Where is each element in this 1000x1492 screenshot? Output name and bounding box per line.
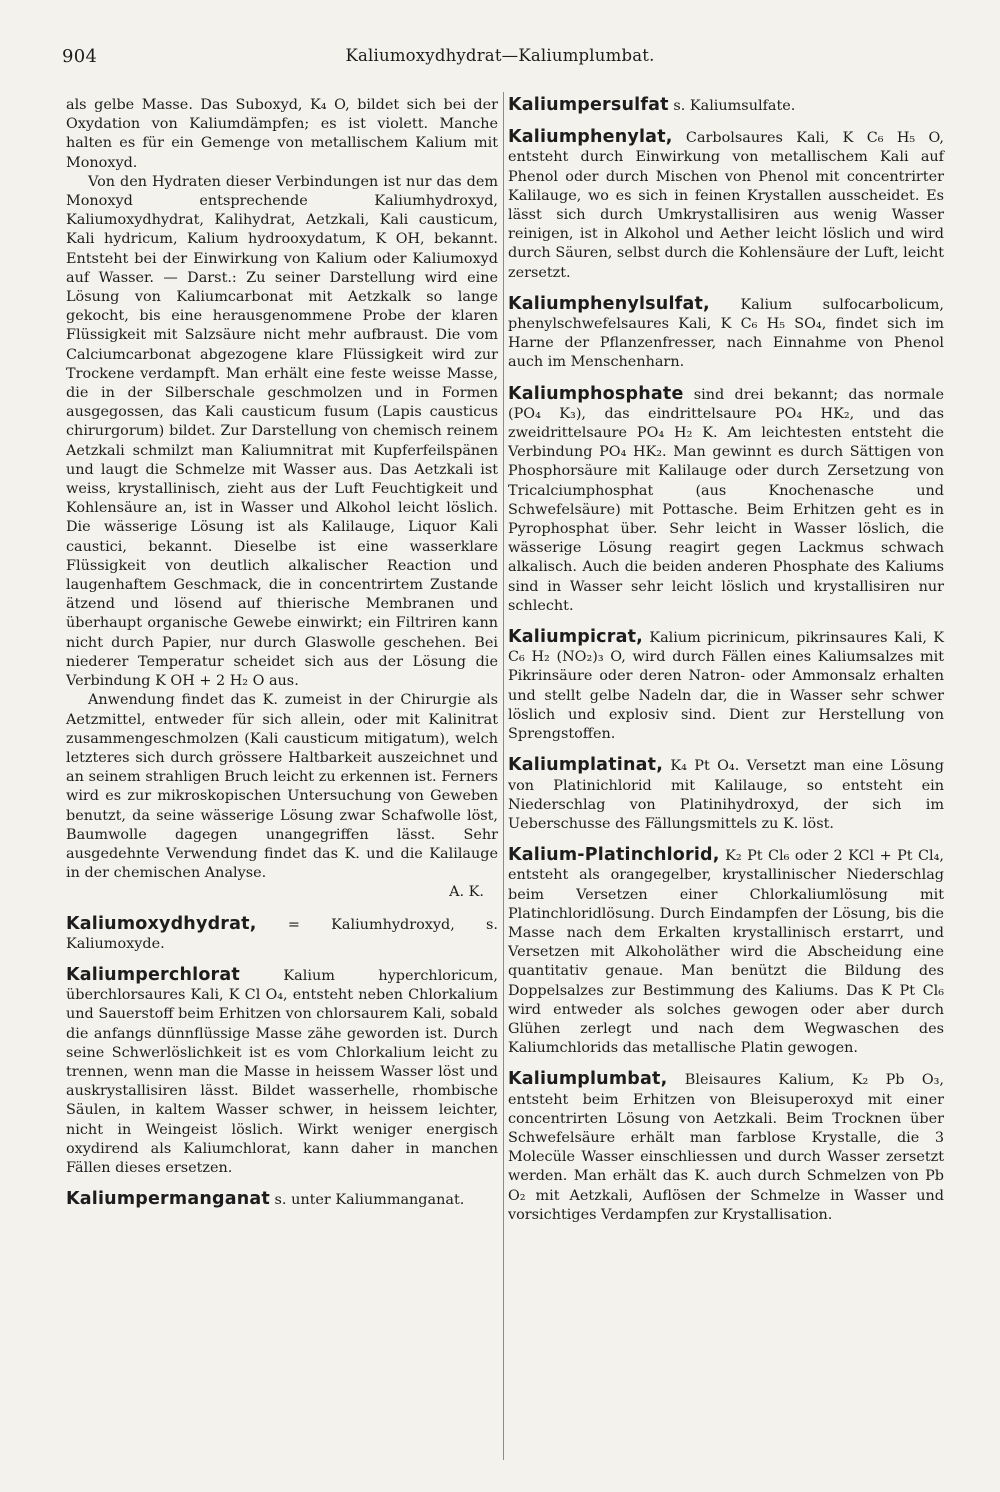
entry-kaliumplumbat (508, 1070, 944, 1225)
entry-headword: Kaliumphosphate (508, 383, 684, 404)
entry-headword: Kaliumperchlorat (66, 964, 240, 985)
entry-kaliumpersulfat (508, 96, 944, 116)
running-title: Kaliumoxydhydrat—Kaliumplumbat. (345, 46, 655, 65)
entry-headword: Kaliumphenylat, (508, 127, 673, 148)
entry-kaliumpermanganat (66, 1190, 498, 1210)
entry-kaliumperchlorat (66, 966, 498, 1178)
entry-kaliumplatinat (508, 756, 944, 834)
right-column (508, 96, 944, 1225)
paragraph-suboxyd: als gelbe Masse. Das Suboxyd, K₄ O, bildet sich bei der Oxydation von Kaliumdämpfen; es ist violett. Manche halten es für ein Gemenge von metallischem Kalium mit Monoxyd. (66, 97, 498, 171)
entry-headword: Kaliumpersulfat (508, 95, 669, 115)
entry-kaliumphosphate (508, 385, 944, 616)
column-rule (503, 92, 504, 1460)
author-signature: A. K. (449, 884, 484, 901)
entry-text: s. Kaliumsulfate. (668, 98, 796, 114)
entry-headword: Kaliumpermanganat (66, 1189, 270, 1210)
entry-text: Kalium picrinicum, pikrinsaures Kali, K C₆ H₂ (NO₂)₃ O, wird durch Fällen eines Kaliumsalzes mit Pikrinsäure oder deren Natron- oder Ammonsalz erhalten und stellt gelbe Nadeln dar, die in Wasser sehr schwer löslich und explosiv sind. Dient zur Herstellung von Sprengstoffen. (508, 630, 944, 743)
entry-headword: Kaliumplumbat, (508, 1069, 668, 1090)
page-number: 904 (62, 46, 98, 67)
entry-text: = Kaliumhydroxyd, s. Kaliumoxyde. (66, 916, 498, 952)
paragraph-anwendung: Anwendung findet das K. zumeist in der Chirurgie als Aetzmittel, entweder für sich allein, oder mit Kalinitrat zusammengeschmolzen (Kali causticum mitigatum), welch letzteres sich durch grössere Haltbarkeit auszeichnet und an seinem strahligen Bruch leicht zu erkennen ist. Ferners wird es zur mikroskopischen Untersuchung von Geweben benutzt, da seine wässerige Lösung zwar Schafwolle löst, Baumwolle dagegen unangegriffen lässt. Sehr ausgedehnte Verwendung findet das K. und die Kalilauge in der chemischen Analyse. (66, 692, 498, 882)
entry-headword: Kaliumpicrat, (508, 627, 644, 648)
left-column (66, 96, 498, 1210)
entry-headword: Kalium-Platinchlorid, (508, 845, 720, 866)
entry-kalium-platinchlorid (508, 846, 944, 1058)
entry-headword: Kaliumplatinat, (508, 755, 664, 776)
entry-text: Kalium sulfocarbolicum, phenylschwefelsaures Kali, K C₆ H₅ SO₄, findet sich im Harne der Pflanzenfresser, nach Einnahme von Phenol auch im Menschenharn. (508, 296, 944, 371)
entry-text: s. unter Kaliummanganat. (269, 1192, 465, 1209)
entry-kaliumpicrat (508, 628, 944, 744)
entry-text: Carbolsaures Kali, K C₆ H₅ O, entsteht durch Einwirkung von metallischem Kali auf Phenol oder durch Mischen von Phenol mit concentrirter Kalilauge, wo es sich in feinen Krystallen ausscheidet. Es lässt sich durch Umkrystallisiren aus wenig Wasser reinigen, ist in Alkohol und Aether leicht löslich und wird durch Säuren, selbst durch die Kohlensäure der Luft, leicht zersetzt. (508, 130, 944, 281)
paragraph-hydrate: Von den Hydraten dieser Verbindungen ist nur das dem Monoxyd entsprechende Kaliumhydroxyd, Kaliumoxydhydrat, Kalihydrat, Aetzkali, Kali causticum, Kali hydricum, Kalium hydrooxydatum, K OH, bekannt. Entsteht bei der Einwirkung von Kalium oder Kaliumoxyd auf Wasser. — Darst.: Zu seiner Darstellung wird eine Lösung von Kaliumcarbonat mit Aetzkalk so lange gekocht, bis eine herausgenommene Probe der klaren Flüssigkeit mit Salzsäure nicht mehr aufbraust. Die vom Calciumcarbonat abgezogene klare Flüssigkeit wird zur Trockene verdampft. Man erhält eine feste weisse Masse, die in der Silberschale geschmolzen und in Formen ausgegossen, das Kali causticum fusum (Lapis causticus chirurgorum) bildet. Zur Darstellung von chemisch reinem Aetzkali schmilzt man Kaliumnitrat mit Kupferfeilspänen und laugt die Schmelze mit Wasser aus. Das Aetzkali ist weiss, krystallinisch, zieht aus der Luft Feuchtigkeit und Kohlensäure an, ist in Wasser und Alkohol leicht löslich. Die wässerige Lösung ist als Kalilauge, Liquor Kali caustici, bekannt. Dieselbe ist eine wasserklare Flüssigkeit von deutlich alkalischer Reaction und laugenhaftem Geschmack, die in concentrirtem Zustande ätzend und lösend auf thierische Membranen und überhaupt organische Gewebe einwirkt; ein Filtriren kann nicht durch Papier, nur durch Glaswolle geschehen. Bei niederer Temperatur scheidet sich aus der Lösung die Verbindung K OH + 2 H₂ O aus. (66, 173, 498, 690)
entry-kaliumphenylsulfat (508, 295, 944, 373)
entry-headword: Kaliumoxydhydrat, (66, 913, 257, 934)
entry-text: Bleisaures Kalium, K₂ Pb O₃, entsteht beim Erhitzen von Bleisuperoxyd mit einer concentrirten Lösung von Aetzkali. Beim Trocknen über Schwefelsäure erhält man farblose Krystalle, die 3 Molecüle Wasser einschliessen und durch Wasser zersetzt werden. Man erhält das K. auch durch Schmelzen von Pb O₂ mit Aetzkali, Auflösen der Schmelze in Wasser und vorsichtiges Verdampfen zur Krystallisation. (508, 1072, 944, 1223)
entry-text: sind drei bekannt; das normale (PO₄ K₃), das eindrittelsaure PO₄ HK₂, und das zweidrittelsaure PO₄ H₂ K. Am leichtesten entsteht die Verbindung PO₄ HK₂. Man gewinnt es durch Sättigen von Phosphorsäure mit Kalilauge oder durch Zersetzung von Tricalciumphosphat (aus Knochenasche und Schwefelsäure) mit Pottasche. Beim Erhitzen geht es in Pyrophosphat über. Sehr leicht in Wasser löslich, die wässerige Lösung reagirt gegen Lackmus schwach alkalisch. Auch die beiden anderen Phosphate des Kaliums sind in Wasser sehr leicht löslich und krystallisiren nur schlecht. (508, 386, 944, 614)
entry-kaliumoxydhydrat (66, 915, 498, 954)
entry-text: Kalium hyperchloricum, überchlorsaures Kali, K Cl O₄, entsteht neben Chlorkalium und Sauerstoff beim Erhitzen von chlorsaurem Kali, sobald die anfangs dünnflüssige Masse zähe geworden ist. Durch seine Schwerlöslichkeit ist es vom Chlorkalium leicht zu trennen, wenn man die Masse in heissem Wasser löst und auskrystallisiren lässt. Bildet wasserhelle, rhombische Säulen, in kaltem Wasser schwer, in heissem leichter, nicht in Weingeist löslich. Wirkt weniger energisch oxydirend als Kaliumchlorat, kann daher in manchen Fällen dieses ersetzen. (66, 967, 498, 1176)
entry-headword: Kaliumphenylsulfat, (508, 293, 710, 314)
entry-text: K₄ Pt O₄. Versetzt man eine Lösung von Platinichlorid mit Kalilauge, so entsteht ein Niederschlag von Platinihydroxyd, der sich im Ueberschusse des Fällungsmittels zu K. löst. (508, 758, 944, 832)
entry-kaliumphenylat (508, 128, 944, 283)
entry-text: K₂ Pt Cl₆ oder 2 KCl + Pt Cl₄, entsteht als orangegelber, krystallinischer Niederschlag beim Versetzen einer Chlorkaliumlösung mit Platinchloridlösung. Durch Eindampfen der Lösung, bis die Masse nach dem Erkalten krystallinisch erstarrt, und Versetzen mit Alkoholäther wird die Abscheidung eine quantitativ genaue. Man benützt die Bildung des Doppelsalzes zur Bestimmung des Kaliums. Das K Pt Cl₆ wird entweder als solches gewogen oder aber durch Glühen zerlegt und nach dem Wegwaschen des Kaliumchlorids das metallische Platin gewogen. (508, 848, 944, 1057)
